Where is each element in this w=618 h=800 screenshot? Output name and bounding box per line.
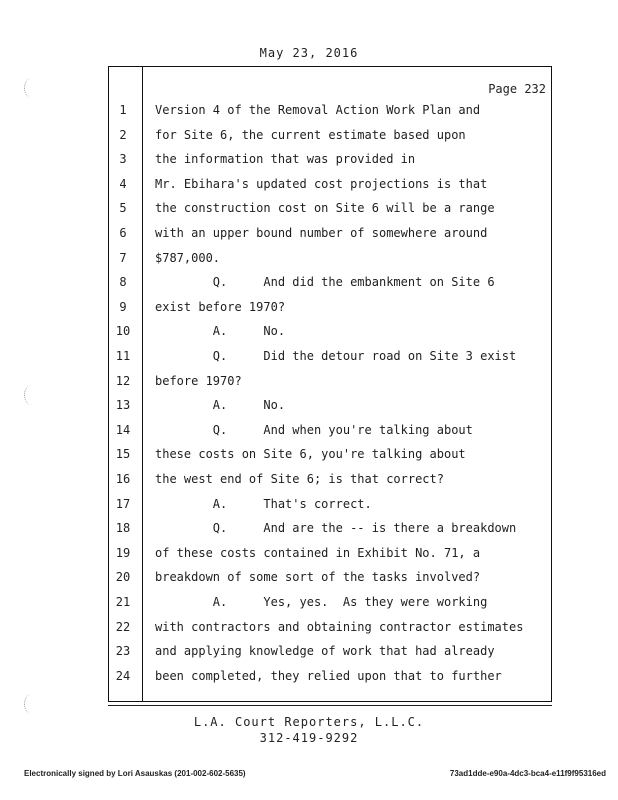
transcript-line	[108, 149, 552, 169]
transcript-line	[108, 174, 552, 194]
binder-hole-mark	[24, 385, 39, 405]
document-hash: 73ad1dde-e90a-4dc3-bca4-e11f9f95316ed	[449, 769, 606, 778]
line-number: 9	[119, 299, 127, 314]
deposition-date: May 23, 2016	[259, 46, 359, 60]
line-number: 22	[115, 619, 131, 634]
transcript-line	[108, 297, 552, 317]
line-number: 15	[115, 447, 131, 462]
line-text: the construction cost on Site 6 will be a range	[155, 201, 495, 216]
line-number: 6	[119, 226, 127, 240]
line-text: A. That's correct.	[155, 496, 372, 511]
court-reporter-name: L.A. Court Reporters, L.L.C.	[193, 715, 425, 729]
line-number: 13	[115, 398, 131, 413]
bottom-rule	[108, 705, 552, 706]
transcript-line	[108, 100, 552, 120]
binder-hole-mark	[24, 78, 39, 98]
line-number: 23	[115, 644, 131, 659]
line-text: Q. And are the -- is there a breakdown	[155, 521, 517, 536]
transcript-line	[108, 223, 552, 243]
line-number: 4	[119, 176, 127, 191]
transcript-line	[108, 198, 552, 218]
line-text: with an upper bound number of somewhere around	[155, 226, 488, 240]
line-number: 8	[119, 275, 127, 290]
line-text: Q. Did the detour road on Site 3 exist	[155, 349, 517, 363]
line-number: 16	[115, 472, 131, 486]
transcript-line	[108, 592, 552, 612]
line-text: A. Yes, yes. As they were working	[155, 595, 488, 609]
line-text: these costs on Site 6, you're talking about	[155, 447, 466, 462]
electronic-signature: Electronically signed by Lori Asauskas (201-002-602-5635)	[24, 769, 246, 778]
line-number: 24	[115, 668, 131, 683]
line-text: been completed, they relied upon that to further	[155, 668, 502, 683]
page-number: Page 232	[488, 82, 546, 96]
transcript-line	[108, 617, 552, 637]
line-number: 2	[119, 127, 127, 142]
line-number: 14	[115, 422, 131, 437]
line-number: 18	[115, 521, 131, 536]
transcript-line	[108, 641, 552, 661]
line-number: 10	[115, 324, 131, 339]
line-number: 12	[115, 373, 131, 388]
transcript-line	[108, 444, 552, 464]
line-text: the information that was provided in	[155, 152, 416, 167]
transcript-line	[108, 321, 552, 341]
line-text: Q. And when you're talking about	[155, 422, 473, 437]
line-number: 7	[119, 250, 127, 265]
line-number: 21	[115, 595, 131, 609]
transcript-line	[108, 420, 552, 440]
line-text: of these costs contained in Exhibit No. 71, a	[155, 545, 481, 560]
line-text: A. No.	[155, 398, 286, 413]
transcript-line	[108, 272, 552, 292]
line-text: with contractors and obtaining contractor estimates	[155, 619, 524, 634]
line-text: the west end of Site 6; is that correct?	[155, 472, 444, 486]
line-text: exist before 1970?	[155, 299, 286, 314]
transcript-line	[108, 666, 552, 686]
line-number: 19	[115, 545, 131, 560]
line-number: 11	[115, 349, 131, 363]
court-reporter-phone: 312-419-9292	[259, 731, 359, 745]
line-text: Mr. Ebihara's updated cost projections is that	[155, 176, 488, 191]
transcript-line	[108, 567, 552, 587]
line-text: $787,000.	[155, 250, 221, 265]
line-number: 20	[115, 570, 131, 585]
line-number: 17	[115, 496, 131, 511]
line-number: 1	[119, 103, 127, 117]
transcript-line	[108, 494, 552, 514]
line-text: and applying knowledge of work that had already	[155, 644, 495, 659]
line-text: for Site 6, the current estimate based upon	[155, 127, 466, 142]
transcript-line	[108, 395, 552, 415]
line-text: before 1970?	[155, 373, 242, 388]
line-text: Q. And did the embankment on Site 6	[155, 275, 495, 290]
line-text: breakdown of some sort of the tasks involved?	[155, 570, 481, 585]
transcript-line	[108, 543, 552, 563]
line-text: A. No.	[155, 324, 286, 339]
line-number: 5	[119, 201, 127, 216]
transcript-line	[108, 125, 552, 145]
line-text: Version 4 of the Removal Action Work Plan and	[155, 103, 481, 117]
binder-hole-mark	[24, 694, 39, 714]
line-number: 3	[119, 152, 127, 167]
transcript-line	[108, 346, 552, 366]
transcript-line	[108, 469, 552, 489]
transcript-line	[108, 248, 552, 268]
transcript-line	[108, 371, 552, 391]
transcript-line	[108, 518, 552, 538]
